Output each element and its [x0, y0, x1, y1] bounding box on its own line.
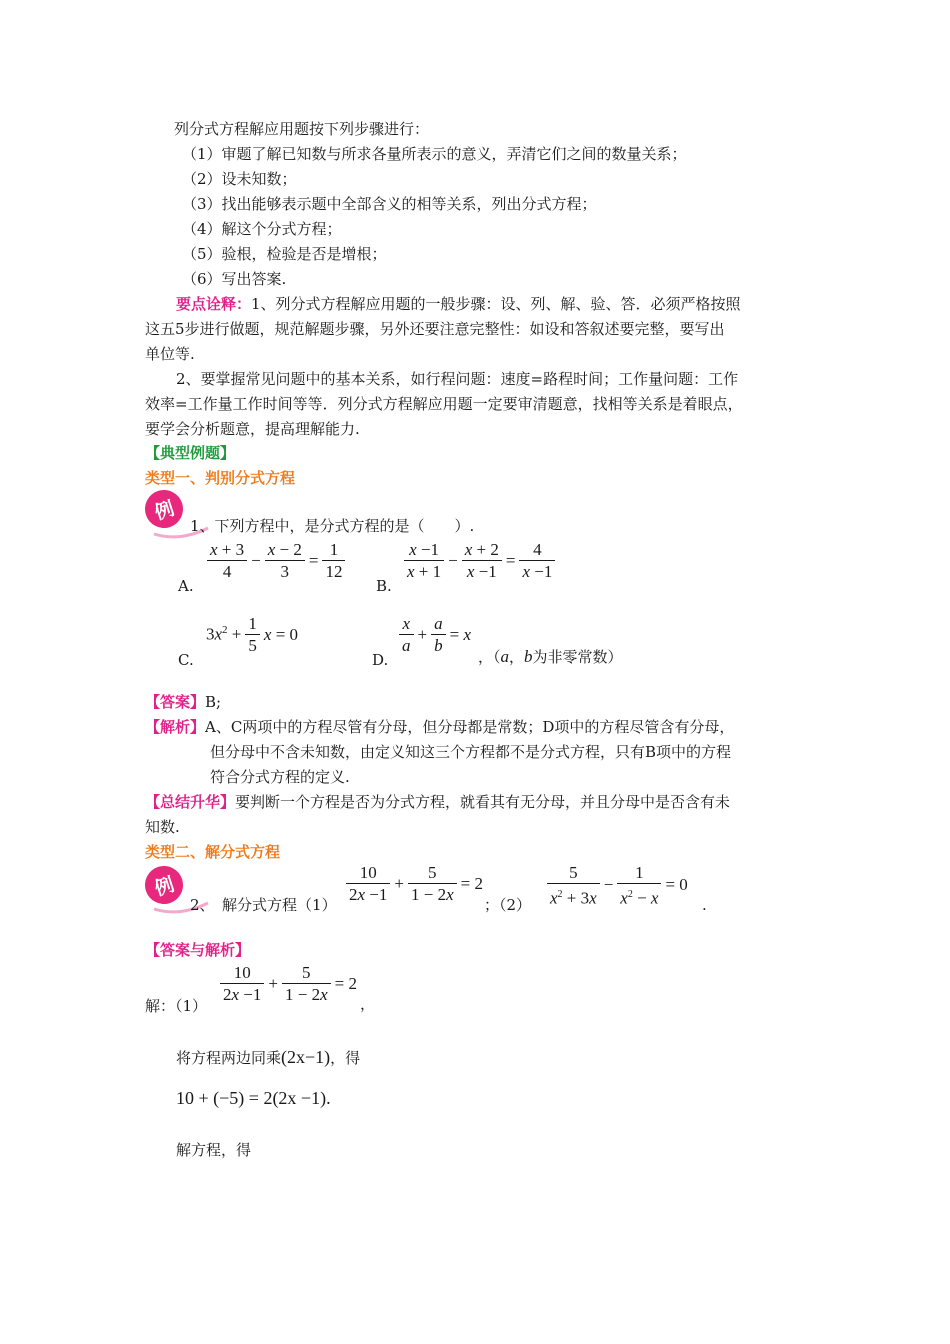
multiply-line: 将方程两边同乘(2x−1)，得	[176, 1047, 361, 1067]
equation-line: 10 + (−5) = 2(2x −1).	[176, 1088, 331, 1108]
step-6: （6）写出答案.	[182, 270, 287, 288]
step-2: （2）设未知数；	[182, 170, 297, 188]
step-1: （1）审题了解已知数与所求各量所表示的意义，弄清它们之间的数量关系；	[182, 145, 687, 163]
option-b-equation: $\frac{x -1}{x + 1}$ − $\frac{x + 2}{x -1}$ = $\frac{4}{x -1}$	[402, 539, 557, 582]
option-d-equation: $\frac{x}{a}$ + $\frac{a}{b}$ = x	[397, 613, 473, 656]
solution-eq1-comma: ，	[360, 995, 376, 1013]
option-b-label: B.	[376, 577, 392, 595]
key-points-line-6: 要学会分析题意，提高理解能力.	[145, 420, 360, 438]
key-points-line-2: 这五5步进行做题，规范解题步骤，另外还要注意完整性：如设和答叙述要完整，要写出	[145, 320, 725, 338]
option-d-note: ，（a，b为非零常数）	[478, 647, 623, 666]
type2-question: 2、 解分式方程（1）	[190, 896, 337, 914]
type2-separator: ；（2）	[484, 896, 532, 914]
type2-eq1: $\frac{10}{2x -1}$ + $\frac{5}{1 - 2x}$ = 2	[344, 862, 485, 905]
type1-analysis-line-1: 【解析】A、C两项中的方程尽管有分母，但分母都是常数；D项中的方程尽管含有分母，	[145, 718, 735, 736]
step-5: （5）验根，检验是否是增根；	[182, 245, 387, 263]
key-points-line-3: 单位等.	[145, 345, 195, 363]
type1-answer: 【答案】B;	[145, 693, 222, 711]
type2-answer-label: 【答案与解析】	[145, 941, 251, 959]
typical-examples-header: 【典型例题】	[145, 444, 236, 462]
solve-line: 解方程，得	[176, 1141, 252, 1159]
type1-summary-line-1: 【总结升华】要判断一个方程是否为分式方程，就看其有无分母，并且分母中是否含有未	[145, 793, 731, 811]
solution-eq1: $\frac{10}{2x -1}$ + $\frac{5}{1 - 2x}$ = 2	[218, 962, 359, 1005]
key-points-label: 要点诠释：	[176, 295, 252, 313]
type2-eq2: $\frac{5}{x^2 + 3x}$ − $\frac{1}{x^2 - x}$ = 0	[545, 862, 690, 909]
type1-title: 类型一、判别分式方程	[145, 469, 296, 487]
type1-question: 1、下列方程中，是分式方程的是（ ）.	[190, 517, 475, 535]
example-badge-2: 例	[140, 861, 188, 909]
intro-line: 列分式方程解应用题按下列步骤进行：	[174, 120, 430, 138]
type2-question-end: .	[702, 896, 707, 914]
type1-analysis-line-2: 但分母中不含未知数，由定义知这三个方程都不是分式方程，只有B项中的方程	[210, 743, 732, 761]
step-4: （4）解这个分式方程；	[182, 220, 342, 238]
example-badge-1: 例	[140, 485, 188, 533]
key-points-line-4: 2、要掌握常见问题中的基本关系，如行程问题：速度=路程时间；工作量问题：工作	[176, 370, 739, 388]
key-points-line-5: 效率=工作量工作时间等等．列分式方程解应用题一定要审清题意，找相等关系是着眼点，	[145, 395, 743, 413]
solution-prefix: 解：（1）	[145, 997, 208, 1015]
key-points-line-1	[176, 292, 741, 316]
option-c-equation: $3x^2$ + $\frac{1}{5}$ x = 0	[206, 614, 299, 655]
option-c-label: C.	[178, 651, 194, 669]
type1-analysis-line-3: 符合分式方程的定义.	[210, 768, 350, 786]
type2-title: 类型二、解分式方程	[145, 843, 281, 861]
option-a-label: A.	[178, 577, 194, 595]
option-d-label: D.	[372, 651, 389, 669]
step-3: （3）找出能够表示题中全部含义的相等关系，列出分式方程；	[182, 195, 597, 213]
type1-summary-line-2: 知数.	[145, 818, 180, 836]
key-points-text: 1、列分式方程解应用题的一般步骤：设、列、解、验、答．必须严格按照	[251, 295, 741, 313]
option-a-equation: $\frac{x + 3}{4}$ − $\frac{x - 2}{3}$ = $\frac{1}{12}$	[205, 539, 347, 582]
